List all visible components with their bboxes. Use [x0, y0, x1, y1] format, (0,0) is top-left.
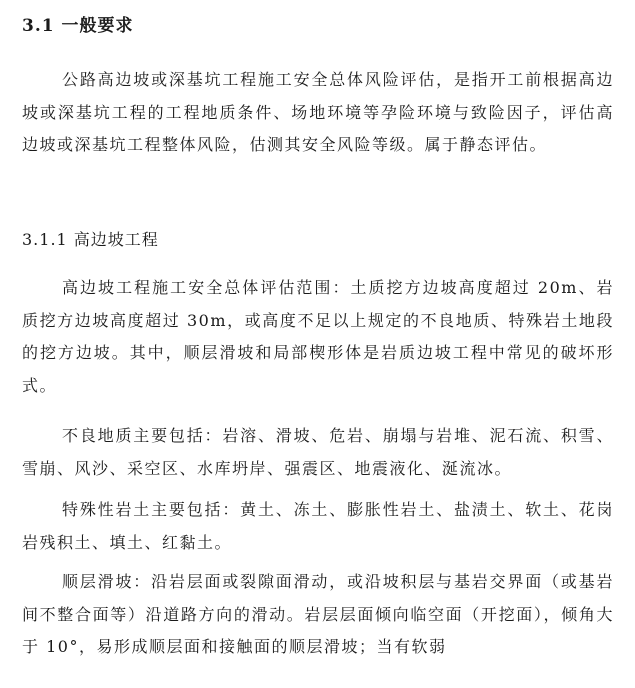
subsection-heading: 3.1.1 高边坡工程	[22, 230, 159, 249]
intro-paragraph: 公路高边坡或深基坑工程施工安全总体风险评估，是指开工前根据高边坡或深基坑工程的工程地质条件、场地环境等孕险环境与致险因子，评估高边坡或深基坑工程整体风险，估测其安全风险等级。属于静态评估。	[22, 70, 614, 154]
adverse-geology-paragraph: 不良地质主要包括：岩溶、滑坡、危岩、崩塌与岩堆、泥石流、积雪、雪崩、风沙、采空区、水库坍岸、强震区、地震液化、涎流冰。	[22, 426, 614, 478]
special-soil-paragraph: 特殊性岩土主要包括：黄土、冻土、膨胀性岩土、盐渍土、软土、花岗岩残积土、填土、红黏土。	[22, 500, 614, 552]
section-heading: 3.1 一般要求	[22, 16, 134, 36]
bedding-landslide-paragraph: 顺层滑坡：沿岩层面或裂隙面滑动，或沿坡积层与基岩交界面（或基岩间不整合面等）沿道路方向的滑动。岩层层面倾向临空面（开挖面），倾角大于 10°，易形成顺层面和接触面的顺层滑坡；当有软弱	[22, 572, 614, 656]
scope-paragraph: 高边坡工程施工安全总体评估范围：土质挖方边坡高度超过 20m、岩质挖方边坡高度超过 30m，或高度不足以上规定的不良地质、特殊岩土地段的挖方边坡。其中，顺层滑坡和局部楔形体是岩质边坡工程中常见的破坏形式。	[22, 278, 614, 395]
